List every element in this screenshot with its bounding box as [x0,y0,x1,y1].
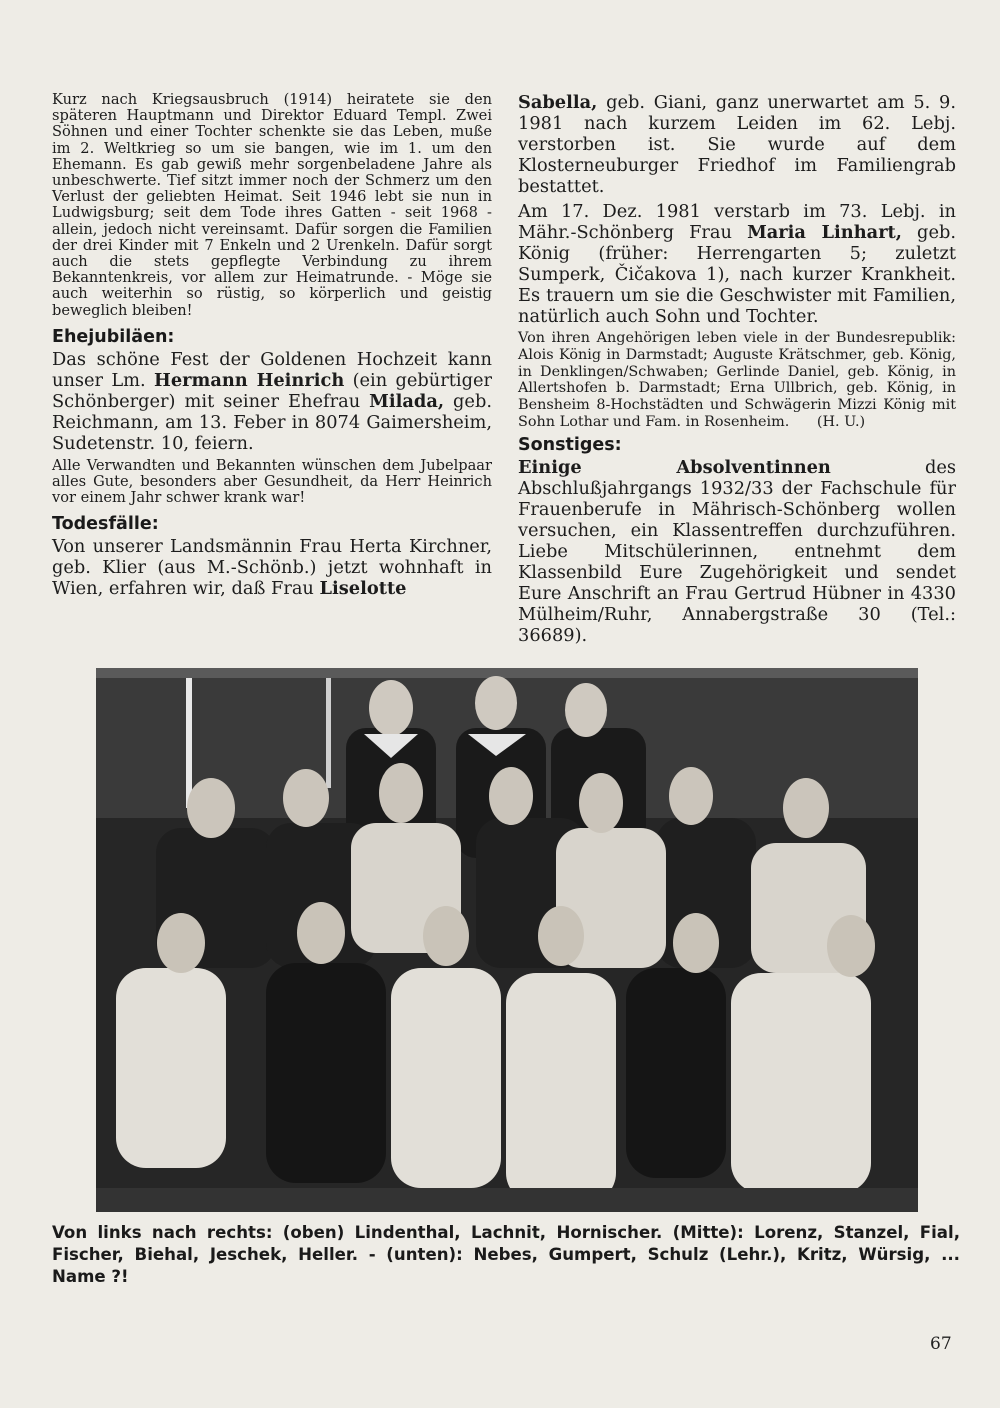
name-liselotte: Liselotte [319,578,407,600]
ehejubilaeen-heading: Ehejubiläen: [52,326,175,347]
class-photo [96,668,918,1212]
author-signature: (H. U.) [816,413,866,430]
ehejubilaeen-wishes: Alle Verwandten und Bekannten wünschen dem Jubelpaar alles Gute, besonders aber Gesundheit, da Herr Heinrich vor einem Jahr schwer krank war! [52,456,492,507]
linhart-paragraph: Am 17. Dez. 1981 verstarb im 73. Lebj. in Mähr.-Schönberg Frau Maria Linhart, geb. König (früher: Herrengarten 5; zuletzt Sumperk, Čičakova 1), nach kurzer Krankheit. Es trauern um sie die Geschwister mit Familien, natürlich auch Sohn und Tochter. [518,201,956,327]
photo-caption: Von links nach rechts: (oben) Lindenthal, Lachnit, Hornischer. (Mitte): Lorenz, Stanzel, Fial, Fischer, Biehal, Jeschek, Heller. - (unten): Nebes, Gumpert, Schulz (Lehr.), Kritz, Würsig, ... Name ?! [52,1223,960,1286]
left-column [52,92,492,599]
name-hermann-heinrich: Hermann Heinrich [154,369,345,391]
page-number: 67 [930,1334,952,1354]
ehejubilaeen-paragraph: Das schöne Fest der Goldenen Hochzeit kann unser Lm. Hermann Heinrich (ein gebürtiger Schönberger) mit seiner Ehefrau Milada, geb. Reichmann, am 13. Feber in 8074 Gaimersheim, Sudetenstr. 10, feiern. [52,348,492,454]
todesfaelle-paragraph: Von unserer Landsmännin Frau Herta Kirchner, geb. Klier (aus M.-Schönb.) jetzt wohnhaft in Wien, erfahren wir, daß Frau Liselotte [52,536,492,600]
sonstiges-heading: Sonstiges: [518,434,622,455]
name-milada: Milada, [369,390,445,412]
absolventinnen-bold: Einige Absolventinnen [518,456,831,478]
intro-paragraph: Kurz nach Kriegsausbruch (1914) heiratete sie den späteren Hauptmann und Direktor Eduard Templ. Zwei Söhnen und einer Tochter schenkte sie das Leben, mußе im 2. Weltkrieg so um sie bangen, wie im 1. um den Ehemann. Es gab gewiß mehr sorgenbeladene Jahre als unbeschwerte. Tief sitzt immer noch der Schmerz um den Verlust der geliebten Heimat. Seit 1946 lebt sie nun in Ludwigsburg; seit dem Tode ihres Gatten - seit 1968 - allein, jedoch nicht vereinsamt. Dafür sorgen die Familien der drei Kinder mit 7 Enkeln und 2 Urenkeln. Dafür sorgt auch die stets gepflegte Verbindung zu ihrem Bekanntenkreis, vor allem zur Heimatrunde. - Möge sie auch weiterhin so rüstig, so körperlich und geistig beweglich bleiben! [52,91,492,319]
sonstiges-paragraph: Einige Absolventinnen des Abschlußjahrgangs 1932/33 der Fachschule für Frauenberufe in Mährisch-Schönberg wollen versuchen, ein Klassentreffen durchzuführen. Liebe Mitschülerinnen, entnehmt dem Klassenbild Eure Zugehörigkeit und sendet Eure Anschrift an Frau Gertrud Hübner in 4330 Mülheim/Ruhr, Annabergstraße 30 (Tel.: 36689). [518,456,957,646]
right-column [518,92,956,646]
relatives-paragraph: Von ihren Angehörigen leben viele in der Bundesrepublik: Alois König in Darmstadt; Auguste Krätschmer, geb. König, in Denklingen/Schwaben; Gerlinde Daniel, geb. König, in Allertshofen b. Darmstadt; Erna Ullbrich, geb. König, in Bensheim 8-Hochstädten und Schwägerin Mizzi König mit Sohn Lothar und Fam. in Rosenheim. (H. U.) [518,330,956,430]
name-maria-linhart: Maria Linhart, [747,222,902,243]
name-sabella: Sabella, [518,92,598,113]
sabella-paragraph: Sabella, geb. Giani, ganz unerwartet am 5. 9. 1981 nach kurzem Leiden im 62. Lebj. verstorben ist. Sie wurde auf dem Klosterneuburger Friedhof im Familiengrab bestattet. [518,92,956,197]
todesfaelle-heading: Todesfälle: [52,514,159,535]
